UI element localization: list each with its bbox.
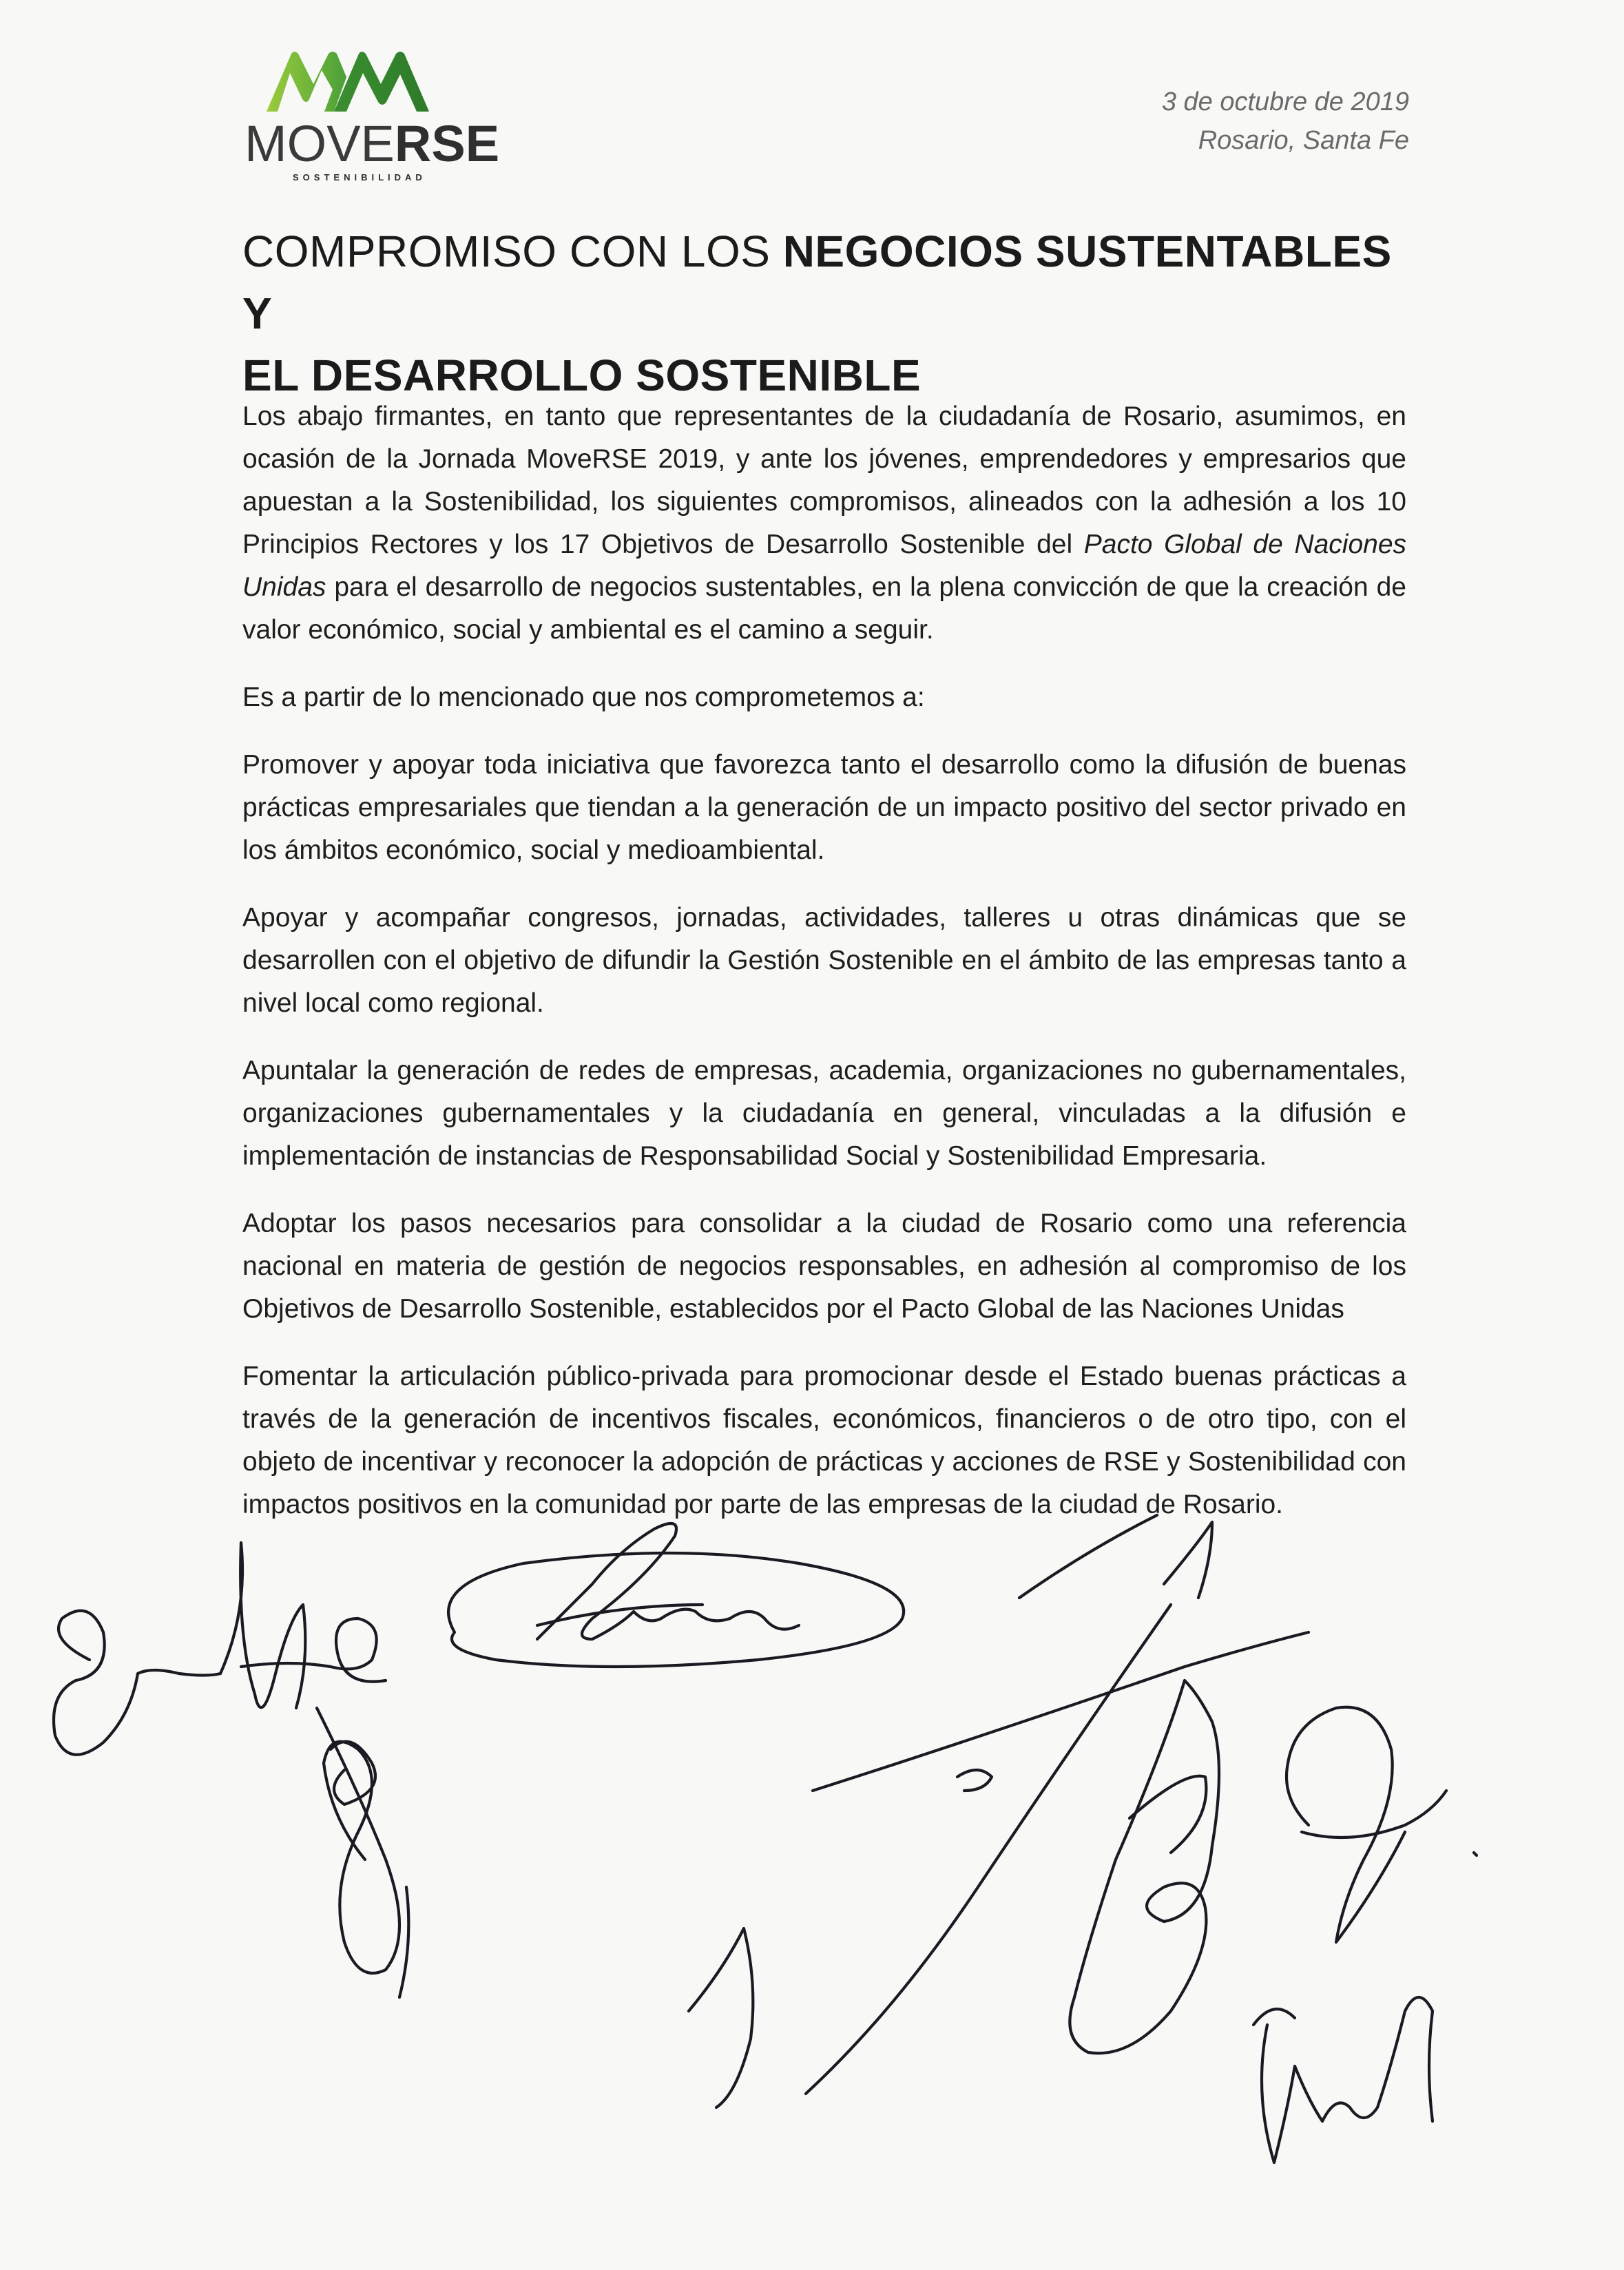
logo-word-rse: RSE xyxy=(394,115,500,172)
signature-1 xyxy=(54,1543,386,1755)
logo-wordmark xyxy=(244,115,500,172)
paragraph-commitment-4: Adoptar los pasos necesarios para consolidar a la ciudad de Rosario como una referencia nacional en materia de gestión de negocios responsables, en adhesión al compromiso de los Objetivos de Desarrollo Sostenible, establecidos por el Pacto Global de las Naciones Unidas xyxy=(242,1209,1406,1324)
title-part-bold-1: NEGOCIOS SUSTENTABLES Y xyxy=(242,227,1392,338)
intro-italic-text: Pacto Global de Naciones Unidas xyxy=(242,530,1407,602)
paragraph-intro xyxy=(242,395,1406,652)
paragraph-lead: Es a partir de lo mencionado que nos comprometemos a: xyxy=(242,683,925,712)
signatures-drawing xyxy=(0,1501,1624,2259)
document-title xyxy=(242,220,1413,406)
date-line: 3 de octubre de 2019 xyxy=(1161,87,1409,116)
logo-tagline: SOSTENIBILIDAD xyxy=(293,172,426,183)
signature-2 xyxy=(317,1708,408,1997)
moverse-logo xyxy=(244,50,500,187)
signatures-area xyxy=(0,1501,1624,2259)
location-line: Rosario, Santa Fe xyxy=(1198,126,1409,155)
signature-3 xyxy=(448,1523,904,1667)
intro-text-1: Los abajo firmantes, en tanto que representantes de la ciudadanía de Rosario, asumimos, en ocasión de la Jornada MoveRSE 2019, y ante los jóvenes, emprendedores y empresarios que apuestan a la Sostenibilidad, los siguientes compromisos, alineados con la adhesión a los 10 Principios Rectores y los 17 Objetivos de Desarrollo Sostenible del xyxy=(242,402,1406,559)
logo-mark-icon xyxy=(265,50,430,113)
paragraph-commitment-2: Apoyar y acompañar congresos, jornadas, actividades, talleres u otras dinámicas que se desarrollen con el objetivo de difundir la Gestión Sostenible en el ámbito de las empresas tanto a nivel local como regional. xyxy=(242,903,1406,1018)
signature-6 xyxy=(1253,1707,1477,2163)
title-part-bold-2: EL DESARROLLO SOSTENIBLE xyxy=(242,351,922,400)
paragraph-commitment-5: Fomentar la articulación público-privada para promocionar desde el Estado buenas prácticas a través de la generación de incentivos fiscales, económicos, financieros o de otro tipo, con el objeto de incentivar y reconocer la adopción de prácticas y acciones de RSE y Sostenibilidad con impactos positivos en la comunidad por parte de las empresas de la ciudad de Rosario. xyxy=(242,1362,1406,1519)
paragraph-commitment-3: Apuntalar la generación de redes de empresas, academia, organizaciones no gubernamentales, organizaciones gubernamentales y la ciudadanía en general, vinculadas a la difusión e implementación de instancias de Responsabilidad Social y Sostenibilidad Empresaria. xyxy=(242,1056,1406,1171)
date-location xyxy=(1162,83,1409,160)
title-part-regular: COMPROMISO CON LOS xyxy=(242,227,783,276)
signature-5 xyxy=(1070,1680,1219,2053)
paragraph-commitment-1: Promover y apoyar toda iniciativa que favorezca tanto el desarrollo como la difusión de buenas prácticas empresariales que tiendan a la generación de un impacto positivo del sector privado en los ámbitos económico, social y medioambiental. xyxy=(242,750,1406,865)
intro-text-2: para el desarrollo de negocios sustentables, en la plena convicción de que la creación de valor económico, social y ambiental es el camino a seguir. xyxy=(242,572,1406,645)
document-body xyxy=(242,395,1406,1551)
logo-word-move: MOVE xyxy=(244,115,395,172)
